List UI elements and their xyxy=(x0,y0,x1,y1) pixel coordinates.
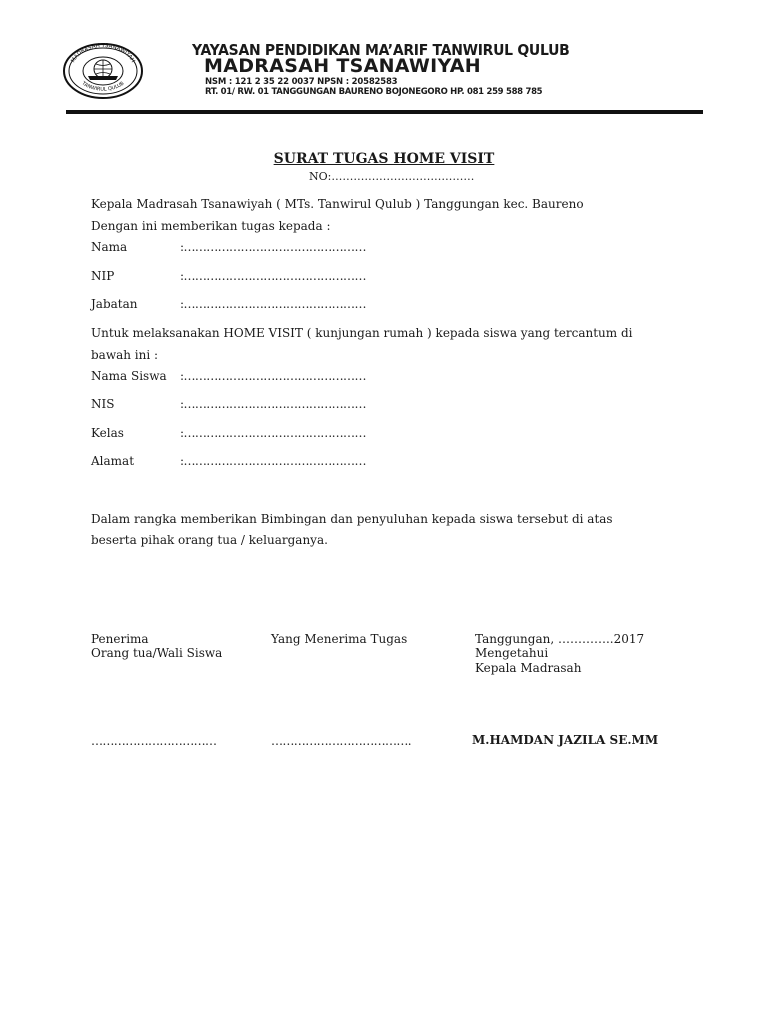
school-address: RT. 01/ RW. 01 TANGGUNGAN BAURENO BOJONEGORO HP. 081 259 588 785 xyxy=(205,87,543,97)
signature-head-title: Kepala Madrasah xyxy=(475,661,582,675)
signature-place-date: Tanggungan, …………..2017 xyxy=(475,632,645,646)
field-label-nama: Nama xyxy=(91,240,128,254)
field-label-nis: NIS xyxy=(91,397,115,411)
field-blank-jabatan: :………………………………………… xyxy=(180,297,366,311)
field-label-nip: NIP xyxy=(91,269,115,283)
letterhead-rule xyxy=(66,110,703,114)
signature-head-name: M.HAMDAN JAZILA SE.MM xyxy=(472,733,659,747)
foundation-name: YAYASAN PENDIDIKAN MA’ARIF TANWIRUL QULUB xyxy=(192,41,570,59)
closing-line-2: beserta pihak orang tua / keluarganya. xyxy=(91,533,328,547)
signature-blank-assignee: ………………………………. xyxy=(271,734,412,748)
field-label-jabatan: Jabatan xyxy=(91,297,138,311)
school-ids: NSM : 121 2 35 22 0037 NPSN : 20582583 xyxy=(205,77,398,87)
signature-recipient-label: Penerima xyxy=(91,632,149,646)
signature-recipient-role: Orang tua/Wali Siswa xyxy=(91,646,223,660)
letter-number: NO:………………………………… xyxy=(309,170,475,183)
school-logo xyxy=(62,42,144,100)
field-blank-nip: :………………………………………… xyxy=(180,269,366,283)
field-blank-nama-siswa: :………………………………………… xyxy=(180,369,366,383)
logo-bottom-text: TANWIRUL QULUB xyxy=(80,80,126,93)
purpose-line-1: Untuk melaksanakan HOME VISIT ( kunjungan rumah ) kepada siswa yang tercantum di xyxy=(91,326,633,340)
field-label-nama-siswa: Nama Siswa xyxy=(91,369,167,383)
closing-line-1: Dalam rangka memberikan Bimbingan dan penyuluhan kepada siswa tersebut di atas xyxy=(91,512,613,526)
assign-line: Dengan ini memberikan tugas kepada : xyxy=(91,219,331,233)
signature-acknowledged: Mengetahui xyxy=(475,646,549,660)
signature-blank-recipient: …………………………… xyxy=(91,734,217,748)
signature-assignee-label: Yang Menerima Tugas xyxy=(271,632,408,646)
school-name: MADRASAH TSANAWIYAH xyxy=(204,55,481,77)
field-label-alamat: Alamat xyxy=(91,454,135,468)
field-label-kelas: Kelas xyxy=(91,426,124,440)
purpose-line-2: bawah ini : xyxy=(91,348,159,362)
field-blank-nama: :………………………………………… xyxy=(180,240,366,254)
field-blank-nis: :………………………………………… xyxy=(180,397,366,411)
field-blank-kelas: :………………………………………… xyxy=(180,426,366,440)
logo-top-text: MADRASAH TSANAWIYAH xyxy=(70,42,136,64)
field-blank-alamat: :………………………………………… xyxy=(180,454,366,468)
intro-line: Kepala Madrasah Tsanawiyah ( MTs. Tanwirul Qulub ) Tanggungan kec. Baureno xyxy=(91,197,584,211)
document-title: SURAT TUGAS HOME VISIT xyxy=(273,151,495,167)
